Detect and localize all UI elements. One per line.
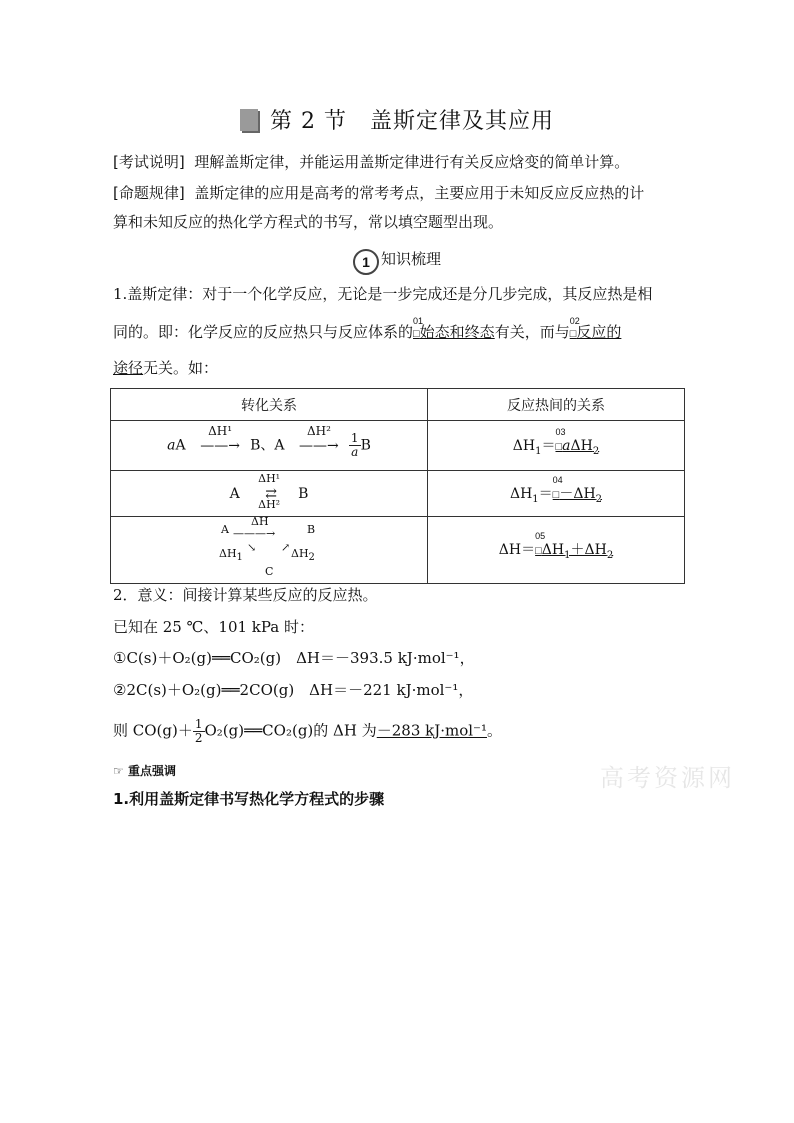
eq1-text: ①C(s)＋O₂(g)══CO₂(g) ΔH＝－393.5 kJ·mol⁻¹，: [113, 649, 475, 667]
answer-marker: □: [413, 328, 420, 340]
equation-1: [113, 648, 475, 668]
page-title: 第 2 节 盖斯定律及其应用: [0, 104, 794, 135]
paragraph-3: [113, 617, 314, 637]
equation-2: [113, 680, 473, 700]
half-fraction: $\frac{1}{2}$: [194, 717, 203, 745]
emphasis-label: 重点强调: [127, 764, 176, 778]
answer-04-number: 04: [552, 474, 563, 485]
paragraph-1c: [113, 358, 218, 378]
answer-01-text: 始态和终态: [419, 323, 495, 341]
equation-3: [113, 718, 502, 745]
p1b-text: 同的。即：化学反应的反应热只与反应体系的: [113, 323, 414, 341]
steps-title-text: 1.利用盖斯定律书写热化学方程式的步骤: [113, 790, 385, 808]
book-icon: [240, 109, 258, 131]
eq3-answer: －283 kJ·mol⁻¹: [376, 721, 487, 740]
section-heading: [0, 248, 794, 275]
exam-label: [考试说明]: [113, 153, 185, 171]
p2-text: 2．意义：间接计算某些反应的反应热。: [113, 586, 378, 604]
rule-text-2: 算和未知反应的热化学方程式的书写，常以填空题型出现。: [113, 213, 504, 231]
rule-text-1: 盖斯定律的应用是高考的常考考点，主要应用于未知反应反应热的计: [194, 184, 645, 202]
answer-05-number: 05: [535, 531, 546, 542]
rule-label: [命题规律]: [113, 184, 185, 202]
answer-02-text: 反应的: [576, 323, 622, 341]
hand-icon: ☞: [113, 764, 124, 778]
answer-marker: □: [569, 328, 577, 340]
watermark: 高考资源网: [600, 764, 735, 792]
paragraph-2: [113, 585, 378, 605]
eq2-text: ②2C(s)＋O₂(g)══2CO(g) ΔH＝－221 kJ·mol⁻¹，: [113, 681, 474, 699]
exam-text: 理解盖斯定律，并能运用盖斯定律进行有关反应焓变的简单计算。: [194, 153, 630, 171]
section-number-icon: 1: [353, 249, 379, 275]
table-cell-r1-left: aA ΔH¹ ——→ B、A ΔH² ——→ $\frac{1}{a}$ B: [111, 421, 428, 471]
emphasis-heading: [113, 761, 176, 781]
answer-01: [413, 316, 495, 344]
table-cell-r1-right: $\Delta H_1=$ 03 □aΔH$_2$: [428, 421, 685, 471]
p3-text: 已知在 25 ℃、101 kPa 时：: [113, 618, 315, 636]
table-cell-r2-left: A ΔH¹ ⇄ ΔH² B: [111, 471, 428, 517]
rule-line-2: [113, 212, 503, 232]
eq3-end: 。: [487, 721, 503, 740]
table-header-transform: 转化关系: [111, 389, 428, 421]
table-cell-r3-left: [111, 517, 428, 584]
steps-title: [113, 789, 384, 809]
table-cell-r2-right: $\Delta H_1=$ 04 $□-\Delta H_2$: [428, 471, 685, 517]
p1a-text: 1.盖斯定律：对于一个化学反应，无论是一步完成还是分几步完成，其反应热是相: [113, 285, 653, 303]
answer-02-text-cont: 途径: [113, 359, 144, 377]
p1c-text: 无关。如：: [143, 359, 219, 377]
table-cell-r3-right: ΔH＝ 05 $□\Delta H_1+\Delta H_2$: [428, 517, 685, 584]
triangle-diagram: A ΔH ———→ B $\Delta H_1$ ↘ ↗ $\Delta H_2$ C: [219, 515, 316, 578]
table-header-heat: 反应热间的关系: [428, 389, 685, 421]
p1b-text-2: 有关，而与: [494, 323, 570, 341]
answer-01-number: 01: [413, 316, 424, 326]
paragraph-1b: [113, 316, 622, 344]
exam-description: [113, 152, 629, 172]
relation-table: [110, 388, 685, 584]
rule-line-1: [113, 183, 644, 203]
eq3-pre: 则 CO(g)＋: [113, 721, 193, 740]
eq3-mid: O₂(g)══CO₂(g)的 ΔH 为: [204, 721, 377, 740]
answer-02: [569, 316, 622, 344]
answer-03-number: 03: [555, 426, 566, 437]
section-title: 知识梳理: [380, 250, 441, 268]
answer-02-number: 02: [569, 316, 580, 326]
paragraph-1a: [113, 284, 652, 304]
